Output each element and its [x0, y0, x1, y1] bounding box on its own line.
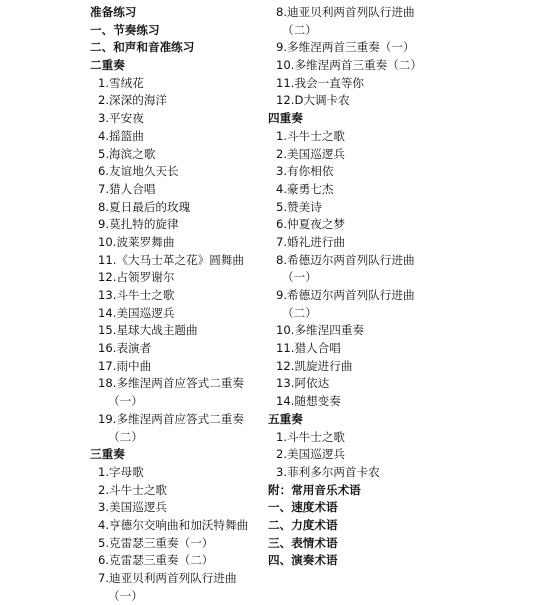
toc-left-column: [90, 4, 270, 605]
toc-entry: 8.迪亚贝利两首列队行进曲: [276, 5, 415, 19]
toc-entry: 11.《大马士革之花》圆舞曲: [98, 252, 244, 267]
toc-entry: 9.多维涅两首三重奏（一）: [276, 40, 415, 55]
toc-section-heading: 四、演奏术语: [268, 553, 338, 568]
toc-entry: 1.斗牛士之歌: [276, 128, 346, 143]
toc-entry: 11.我会一直等你: [276, 75, 365, 90]
toc-entry: 10.多维涅四重奏: [276, 323, 365, 338]
toc-section-heading: 准备练习: [90, 5, 137, 19]
toc-entry: 1.斗牛士之歌: [276, 429, 346, 444]
toc-section-heading: 二、力度术语: [268, 517, 338, 532]
toc-entry-continuation: （一）: [282, 270, 317, 285]
toc-section-heading: 附：常用音乐术语: [268, 482, 361, 497]
toc-entry: 3.有你相依: [276, 164, 334, 179]
toc-entry: 4.亨德尔交响曲和加沃特舞曲: [98, 517, 249, 532]
toc-entry-continuation: （一）: [108, 588, 143, 603]
toc-entry: 12.D大调卡农: [276, 93, 350, 108]
toc-entry: 9.莫扎特的旋律: [98, 217, 179, 232]
toc-right-column: [268, 4, 478, 570]
toc-section-heading: 二重奏: [90, 58, 125, 73]
toc-entry: 3.平安夜: [98, 111, 144, 126]
toc-entry-continuation: （二）: [282, 22, 317, 37]
toc-entry: 7.猎人合唱: [98, 181, 156, 196]
toc-entry: 5.赞美诗: [276, 199, 322, 214]
toc-entry: 10.多维涅两首三重奏（二）: [276, 58, 422, 73]
toc-entry: 2.斗牛士之歌: [98, 482, 168, 497]
toc-entry: 12.占领罗谢尔: [98, 270, 175, 285]
toc-entry: 3.菲利多尔两首卡农: [276, 464, 380, 479]
toc-entry: 7.婚礼进行曲: [276, 234, 346, 249]
toc-entry: 2.美国巡逻兵: [276, 447, 346, 462]
toc-entry-continuation: （二）: [282, 305, 317, 320]
toc-entry: 8.夏日最后的玫瑰: [98, 199, 191, 214]
toc-entry: 5.克雷瑟三重奏（一）: [98, 535, 214, 550]
toc-section-heading: 一、节奏练习: [90, 22, 160, 37]
toc-entry: 11.猎人合唱: [276, 341, 341, 356]
toc-section-heading: 三重奏: [90, 447, 125, 462]
toc-section-heading: 一、速度术语: [268, 500, 338, 515]
toc-entry: 4.摇篮曲: [98, 128, 144, 143]
toc-entry: 7.迪亚贝利两首列队行进曲: [98, 571, 237, 585]
toc-entry: 8.希德迈尔两首列队行进曲: [276, 252, 415, 267]
toc-section-heading: 二、和声和音准练习: [90, 40, 195, 55]
toc-entry: 19.多维涅两首应答式二重奏: [98, 411, 244, 426]
toc-entry: 4.豪勇七杰: [276, 181, 334, 196]
toc-entry: 18.多维涅两首应答式二重奏: [98, 376, 244, 391]
toc-entry: 2.深深的海洋: [98, 93, 168, 108]
toc-entry: 3.美国巡逻兵: [98, 500, 168, 515]
toc-entry: 13.斗牛士之歌: [98, 288, 175, 302]
toc-entry: 6.友谊地久天长: [98, 164, 179, 179]
toc-section-heading: 五重奏: [268, 411, 303, 426]
toc-section-heading: 四重奏: [268, 111, 303, 126]
toc-entry: 1.雪绒花: [98, 75, 144, 90]
toc-entry-continuation: （二）: [108, 429, 143, 444]
toc-section-heading: 三、表情术语: [268, 535, 338, 550]
toc-entry: 1.字母歌: [98, 464, 144, 479]
toc-entry: 6.仲夏夜之梦: [276, 217, 346, 232]
toc-entry: 2.美国巡逻兵: [276, 146, 346, 161]
toc-entry: 15.星球大战主题曲: [98, 323, 198, 338]
toc-entry-continuation: （一）: [108, 394, 143, 409]
toc-entry: 12.凯旋进行曲: [276, 358, 353, 373]
toc-entry: 17.雨中曲: [98, 358, 152, 373]
toc-entry: 13.阿依达: [276, 376, 330, 391]
toc-entry: 14.美国巡逻兵: [98, 305, 175, 320]
toc-entry: 5.海滨之歌: [98, 146, 156, 161]
toc-entry: 14.随想变奏: [276, 394, 341, 409]
toc-entry: 9.希德迈尔两首列队行进曲: [276, 288, 415, 302]
toc-entry: 16.表演者: [98, 341, 152, 356]
toc-entry: 6.克雷瑟三重奏（二）: [98, 553, 214, 568]
toc-entry: 10.波莱罗舞曲: [98, 234, 175, 249]
